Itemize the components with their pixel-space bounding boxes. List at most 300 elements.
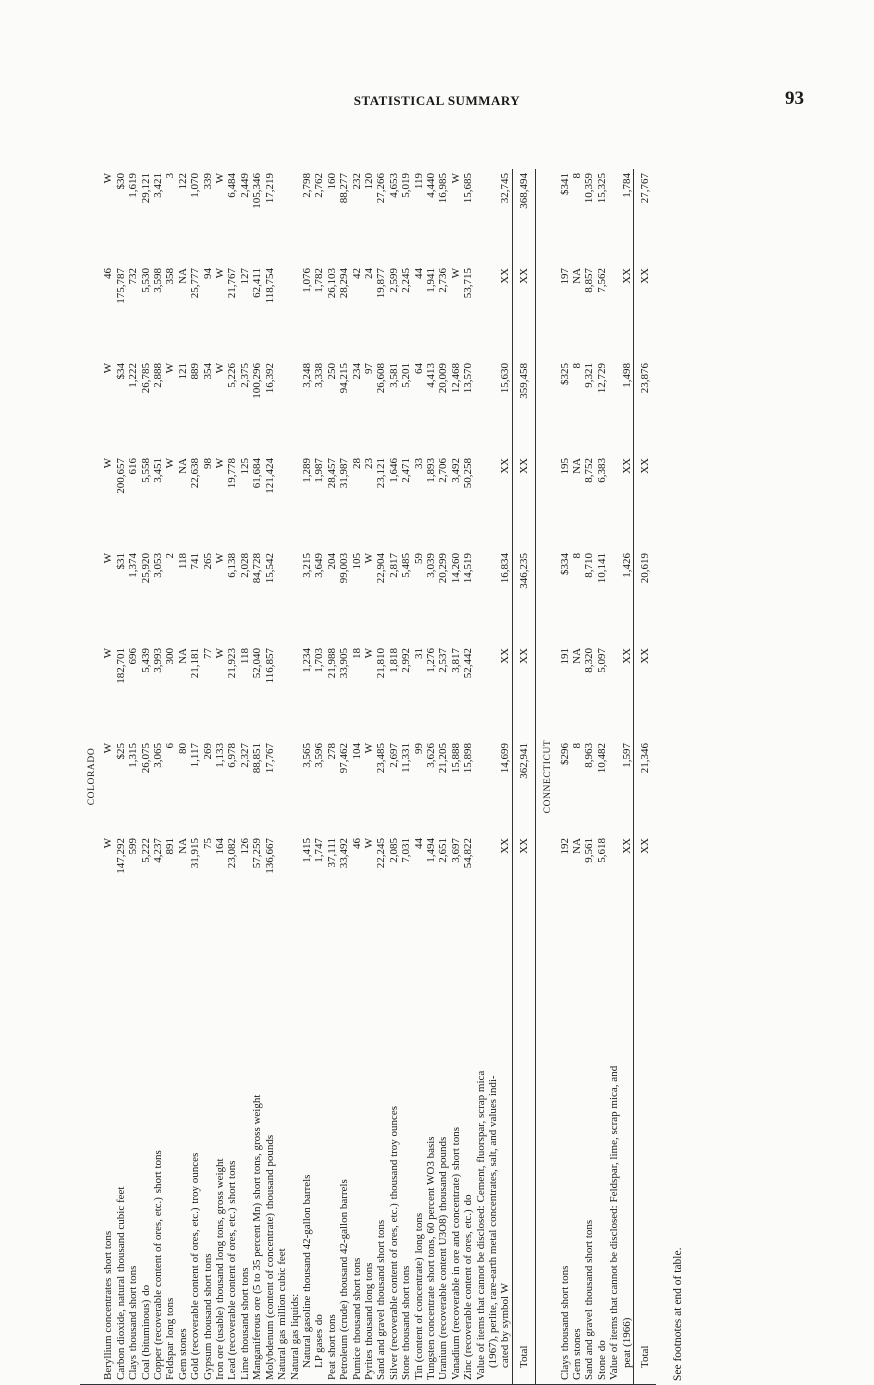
value-cell: 33,905 <box>338 648 351 679</box>
dot-leader <box>338 1297 350 1301</box>
total-value: XX <box>512 264 535 359</box>
item-unit: do <box>595 1340 608 1352</box>
value-cell: 118,754 <box>263 268 276 304</box>
value-cell: 29,121 <box>139 173 152 204</box>
value-cell: 105,346 <box>251 173 264 209</box>
table-row <box>313 169 325 1384</box>
undisclosed-row <box>608 169 620 1384</box>
value-cell: 94 <box>201 268 214 279</box>
item-unit: short tons <box>449 1127 462 1171</box>
total-value: XX <box>512 834 535 929</box>
value-cell: 8,963 <box>583 743 596 768</box>
row-label <box>226 929 238 1384</box>
value-cell: 116,857 <box>263 648 276 684</box>
dot-leader <box>214 1303 226 1307</box>
value-cell: 13,570 <box>462 363 475 394</box>
value-cell: 696 <box>127 648 140 665</box>
undisclosed-row <box>487 169 499 1384</box>
dot-leader <box>413 1254 425 1258</box>
value-cell: 204 <box>325 553 338 570</box>
value-cell: 28,457 <box>325 458 338 489</box>
value-cell: 105 <box>350 553 363 570</box>
value-cell <box>487 739 499 834</box>
table-row <box>596 169 608 1384</box>
value-cell: 1,426 <box>620 553 633 578</box>
value-cell: 28 <box>350 458 363 469</box>
table-row <box>276 169 288 1384</box>
item-name: Natural gas liquids: <box>288 1293 301 1380</box>
value-cell: 9,321 <box>583 363 596 388</box>
value-cell: W <box>214 553 227 564</box>
value-cell <box>475 264 487 359</box>
value-cell: W <box>102 743 115 754</box>
undisclosed-label: (1967), perlite, rare-earth metal concentrates, salt, and values indi- <box>487 1075 499 1368</box>
value-cell <box>487 359 499 454</box>
value-cell: 5,097 <box>595 648 608 673</box>
value-cell: 122 <box>176 173 189 190</box>
value-cell: 1,703 <box>313 648 326 673</box>
value-cell: 2,798 <box>300 173 313 198</box>
value-cell: 33,492 <box>338 838 351 869</box>
total-value: XX <box>634 454 657 549</box>
value-cell: 80 <box>176 743 189 754</box>
item-name: Gypsum <box>201 1342 214 1380</box>
value-cell: 22,638 <box>189 458 202 489</box>
value-cell: 3,065 <box>152 743 165 768</box>
value-cell: 1,315 <box>127 743 140 768</box>
value-cell: 28,294 <box>338 268 351 299</box>
section-header-connecticut <box>536 169 559 1384</box>
table-row <box>226 169 238 1384</box>
item-name: Molybdenum (content of concentrate) <box>263 1212 276 1380</box>
row-label <box>239 929 251 1384</box>
value-cell: 25,777 <box>189 268 202 299</box>
dot-leader <box>326 1357 338 1361</box>
item-unit: troy ounces <box>189 1152 202 1204</box>
value-cell: W <box>449 268 462 279</box>
value-cell: W <box>214 268 227 279</box>
value-cell: 16,985 <box>437 173 450 204</box>
item-name: Pumice <box>350 1347 363 1380</box>
value-cell: 3,993 <box>152 648 165 673</box>
value-cell: 104 <box>350 743 363 760</box>
value-cell: W <box>362 743 375 754</box>
value-cell: 232 <box>350 173 363 190</box>
dot-leader <box>301 1292 313 1296</box>
value-cell: 25,920 <box>139 553 152 584</box>
value-cell: 741 <box>189 553 202 570</box>
value-cell: 23,485 <box>375 743 388 774</box>
value-cell: 5,618 <box>595 838 608 863</box>
value-cell: 732 <box>127 268 140 285</box>
item-unit: million cubic feet <box>276 1248 289 1326</box>
table-row <box>264 169 276 1384</box>
item-unit: thousand troy ounces <box>387 1105 400 1200</box>
dot-leader <box>226 1204 238 1208</box>
value-cell: 1,234 <box>300 648 313 673</box>
value-cell: 3,565 <box>300 743 313 768</box>
value-cell: 1,747 <box>313 838 326 863</box>
value-cell: 265 <box>201 553 214 570</box>
value-cell: W <box>362 838 375 849</box>
value-cell: 6,138 <box>226 553 239 578</box>
item-unit: thousand short tons <box>583 1219 596 1306</box>
value-cell: NA <box>571 648 584 664</box>
value-cell: 62,411 <box>251 268 264 298</box>
value-cell <box>608 834 620 929</box>
undisclosed-row <box>499 169 512 1384</box>
value-cell: NA <box>176 648 189 664</box>
value-cell: 16,834 <box>499 553 512 584</box>
total-value: XX <box>634 644 657 739</box>
item-name: Gold (recoverable content of ores, etc.) <box>189 1207 202 1380</box>
value-cell: 3,248 <box>300 363 313 388</box>
value-cell: 5,019 <box>400 173 413 198</box>
value-cell: 3,598 <box>152 268 165 293</box>
row-label <box>462 929 474 1384</box>
value-cell: W <box>214 363 227 374</box>
item-unit: short tons <box>325 1314 338 1358</box>
statistical-table <box>80 169 656 1384</box>
value-cell: 339 <box>201 173 214 190</box>
value-cell: 182,701 <box>114 648 127 684</box>
value-cell: 2,245 <box>400 268 413 293</box>
table-row <box>301 169 313 1384</box>
row-label <box>102 929 114 1384</box>
item-name: LP gases <box>313 1328 326 1368</box>
value-cell: 8,857 <box>583 268 596 293</box>
dot-leader <box>351 1343 363 1347</box>
value-cell: W <box>164 458 177 469</box>
value-cell <box>487 264 499 359</box>
row-label <box>251 929 263 1384</box>
dot-leader <box>239 1353 251 1357</box>
item-unit: thousand pounds <box>263 1134 276 1210</box>
row-label <box>164 929 176 1384</box>
value-cell: 354 <box>201 363 214 380</box>
value-cell: 8 <box>571 363 584 369</box>
section-header-colorado <box>80 169 102 1384</box>
table-row <box>413 169 425 1384</box>
value-cell <box>289 834 301 929</box>
item-unit: long tons <box>412 1212 425 1254</box>
value-cell: 118 <box>176 553 189 570</box>
total-row <box>512 169 535 1384</box>
value-cell: 32,745 <box>499 173 512 204</box>
value-cell: 6,978 <box>226 743 239 768</box>
dot-leader <box>127 1351 139 1355</box>
value-cell: 2,537 <box>437 648 450 673</box>
value-cell: 21,767 <box>226 268 239 299</box>
item-unit: do <box>139 1284 152 1296</box>
value-cell: 44 <box>412 838 425 849</box>
value-cell <box>289 739 301 834</box>
row-label <box>115 929 127 1384</box>
value-cell: 127 <box>238 268 251 285</box>
value-cell: 21,205 <box>437 743 450 774</box>
total-row <box>634 169 657 1384</box>
value-cell: $334 <box>558 553 571 575</box>
value-cell: W <box>102 363 115 374</box>
value-cell: XX <box>620 648 633 664</box>
value-cell <box>276 834 288 929</box>
value-cell: W <box>102 648 115 659</box>
value-cell <box>608 359 620 454</box>
value-cell: 26,075 <box>139 743 152 774</box>
total-value: 362,941 <box>512 739 535 834</box>
value-cell: 23,082 <box>226 838 239 869</box>
value-cell: 6,484 <box>226 173 239 198</box>
item-unit: thousand long tons, gross weight <box>214 1158 227 1303</box>
item-name: Stone <box>400 1354 413 1380</box>
value-cell: 599 <box>127 838 140 855</box>
value-cell: 27,266 <box>375 173 388 204</box>
item-name: Lead (recoverable content of ores, etc.) <box>226 1207 239 1380</box>
dot-leader <box>115 1272 127 1276</box>
item-unit: short tons <box>102 1230 115 1274</box>
item-name: Uranium (recoverable content U3O8) <box>437 1214 450 1380</box>
value-cell: 175,787 <box>114 268 127 304</box>
dot-leader <box>462 1206 474 1210</box>
value-cell: 1,893 <box>424 458 437 483</box>
dot-leader <box>276 1326 288 1330</box>
undisclosed-label: Value of items that cannot be disclosed: Feldspar, lime, scrap mica, and <box>608 1065 621 1380</box>
value-cell: 5,485 <box>400 553 413 578</box>
item-unit: thousand pounds <box>437 1136 450 1211</box>
total-value: 359,458 <box>512 359 535 454</box>
value-cell: 4,413 <box>424 363 437 388</box>
value-cell: W <box>214 173 227 184</box>
item-name: Sand and gravel <box>583 1309 596 1380</box>
value-cell: 52,442 <box>462 648 475 679</box>
total-label: Total <box>512 929 535 1384</box>
value-cell: W <box>214 648 227 659</box>
section-label: CONNECTICUT <box>536 169 559 1384</box>
value-cell: 8 <box>571 743 584 749</box>
table-row <box>462 169 474 1384</box>
value-cell: 278 <box>325 743 338 760</box>
value-cell: 2,992 <box>400 648 413 673</box>
value-cell <box>276 549 288 644</box>
value-cell: 53,715 <box>462 268 475 299</box>
table-row <box>102 169 114 1384</box>
row-label <box>571 929 583 1384</box>
item-unit: thousand 42-gallon barrels <box>300 1174 313 1292</box>
undisclosed-row <box>475 169 487 1384</box>
value-cell: $341 <box>558 173 571 195</box>
value-cell: 2,599 <box>387 268 400 293</box>
dot-leader <box>596 1351 608 1355</box>
item-name: Copper (recoverable content of ores, etc.) <box>152 1197 165 1380</box>
value-cell: 5,558 <box>139 458 152 483</box>
value-cell: 15,898 <box>462 743 475 774</box>
value-cell: 14,699 <box>499 743 512 774</box>
value-cell: 46 <box>102 268 115 279</box>
item-name: Lime <box>238 1356 251 1380</box>
table-row <box>425 169 437 1384</box>
value-cell: 61,684 <box>251 458 264 489</box>
value-cell: 17,767 <box>263 743 276 774</box>
value-cell: 10,141 <box>595 553 608 584</box>
row-label <box>351 929 363 1384</box>
value-cell: 54,822 <box>462 838 475 869</box>
value-cell: NA <box>176 838 189 854</box>
row-label <box>289 929 301 1384</box>
total-value: 23,876 <box>634 359 657 454</box>
row-label <box>214 929 226 1384</box>
value-cell: 15,542 <box>263 553 276 584</box>
row-label <box>301 929 313 1384</box>
value-cell: 1,076 <box>300 268 313 293</box>
total-value: 368,494 <box>512 169 535 264</box>
value-cell: 4,653 <box>387 173 400 198</box>
value-cell: 6,383 <box>595 458 608 483</box>
value-cell: 125 <box>238 458 251 475</box>
dot-leader <box>437 1211 449 1215</box>
item-unit: thousand 42-gallon barrels <box>338 1179 351 1297</box>
value-cell: 3 <box>164 173 177 179</box>
row-label <box>450 929 462 1384</box>
value-cell <box>276 644 288 739</box>
value-cell: 4,440 <box>424 173 437 198</box>
dot-leader <box>164 1338 176 1342</box>
item-name: Tin (content of concentrate) <box>412 1257 425 1380</box>
value-cell: 8 <box>571 173 584 179</box>
value-cell <box>276 739 288 834</box>
item-name: Pyrites <box>362 1349 375 1380</box>
value-cell: 14,519 <box>462 553 475 584</box>
value-cell: XX <box>499 458 512 474</box>
value-cell: 100,296 <box>251 363 264 399</box>
value-cell <box>608 454 620 549</box>
table-container <box>80 135 656 1385</box>
value-cell <box>475 359 487 454</box>
value-cell: 1,415 <box>300 838 313 863</box>
value-cell: 1,987 <box>313 458 326 483</box>
table-row <box>363 169 375 1384</box>
item-unit: thousand short tons <box>400 1265 413 1352</box>
value-cell: 250 <box>325 363 338 380</box>
row-label <box>596 929 608 1384</box>
value-cell: 97,462 <box>338 743 351 774</box>
value-cell: 9,561 <box>583 838 596 863</box>
row-label <box>313 929 325 1384</box>
table-row <box>338 169 350 1384</box>
value-cell <box>276 454 288 549</box>
table-row <box>559 169 571 1384</box>
item-name: Vanadium (recoverable in ore and concentrate) <box>449 1173 462 1380</box>
value-cell: 2,085 <box>387 838 400 863</box>
value-cell: 2 <box>164 553 177 559</box>
value-cell: 11,331 <box>400 743 413 773</box>
value-cell: 33 <box>412 458 425 469</box>
value-cell: XX <box>620 268 633 284</box>
item-name: Clays <box>127 1354 140 1380</box>
value-cell: W <box>449 173 462 184</box>
row-label <box>189 929 201 1384</box>
row-label <box>140 929 152 1384</box>
page-number: 93 <box>785 88 804 109</box>
value-cell: 234 <box>350 363 363 380</box>
value-cell <box>487 644 499 739</box>
undisclosed-label: cated by symbol W <box>499 1282 512 1368</box>
value-cell: 3,596 <box>313 743 326 768</box>
undisclosed-label: peat (1966) <box>620 1317 633 1368</box>
value-cell: 26,103 <box>325 268 338 299</box>
dot-leader <box>189 1204 201 1208</box>
value-cell: $25 <box>114 743 127 760</box>
value-cell: 99,003 <box>338 553 351 584</box>
value-cell: 6 <box>164 743 177 749</box>
value-cell: $31 <box>114 553 127 570</box>
value-cell <box>276 359 288 454</box>
value-cell: 15,325 <box>595 173 608 204</box>
value-cell <box>289 359 301 454</box>
value-cell: 2,375 <box>238 363 251 388</box>
value-cell: W <box>102 173 115 184</box>
value-cell <box>487 169 499 264</box>
value-cell: 1,941 <box>424 268 437 293</box>
value-cell: 15,888 <box>449 743 462 774</box>
value-cell <box>487 834 499 929</box>
value-cell: 126 <box>238 838 251 855</box>
value-cell: 10,359 <box>583 173 596 204</box>
value-cell <box>276 264 288 359</box>
value-cell: 23,121 <box>375 458 388 489</box>
value-cell: W <box>102 838 115 849</box>
table-row <box>437 169 449 1384</box>
dot-leader <box>425 1282 437 1286</box>
total-value: XX <box>512 454 535 549</box>
total-value: XX <box>634 264 657 359</box>
value-cell: 12,468 <box>449 363 462 394</box>
value-cell: 1,494 <box>424 838 437 863</box>
value-cell: 24 <box>362 268 375 279</box>
dot-leader <box>152 1193 164 1197</box>
value-cell: XX <box>499 268 512 284</box>
value-cell: 18 <box>350 648 363 659</box>
value-cell: $30 <box>114 173 127 190</box>
row-label <box>583 929 595 1384</box>
value-cell: 3,581 <box>387 363 400 388</box>
value-cell: 44 <box>412 268 425 279</box>
item-unit: thousand cubic feet <box>114 1186 127 1273</box>
value-cell: 46 <box>350 838 363 849</box>
row-label <box>152 929 164 1384</box>
row-label <box>388 929 400 1384</box>
value-cell: 52,040 <box>251 648 264 679</box>
row-label <box>127 929 139 1384</box>
value-cell <box>289 169 301 264</box>
dot-leader <box>313 1325 325 1329</box>
value-cell: 88,277 <box>338 173 351 204</box>
value-cell: 616 <box>127 458 140 475</box>
value-cell: 94,215 <box>338 363 351 394</box>
value-cell: 8,710 <box>583 553 596 578</box>
item-name: Feldspar <box>164 1342 177 1380</box>
value-cell: 21,923 <box>226 648 239 679</box>
value-cell: 22,904 <box>375 553 388 584</box>
value-cell: 2,028 <box>238 553 251 578</box>
value-cell: 2,706 <box>437 458 450 483</box>
footnote: See footnotes at end of table. <box>672 1247 685 1381</box>
value-cell: 23 <box>362 458 375 469</box>
value-cell: 59 <box>412 553 425 564</box>
value-cell: 1,597 <box>620 743 633 768</box>
value-cell: 121,424 <box>263 458 276 494</box>
item-unit: thousand short tons <box>201 1253 214 1339</box>
value-cell: 3,817 <box>449 648 462 673</box>
